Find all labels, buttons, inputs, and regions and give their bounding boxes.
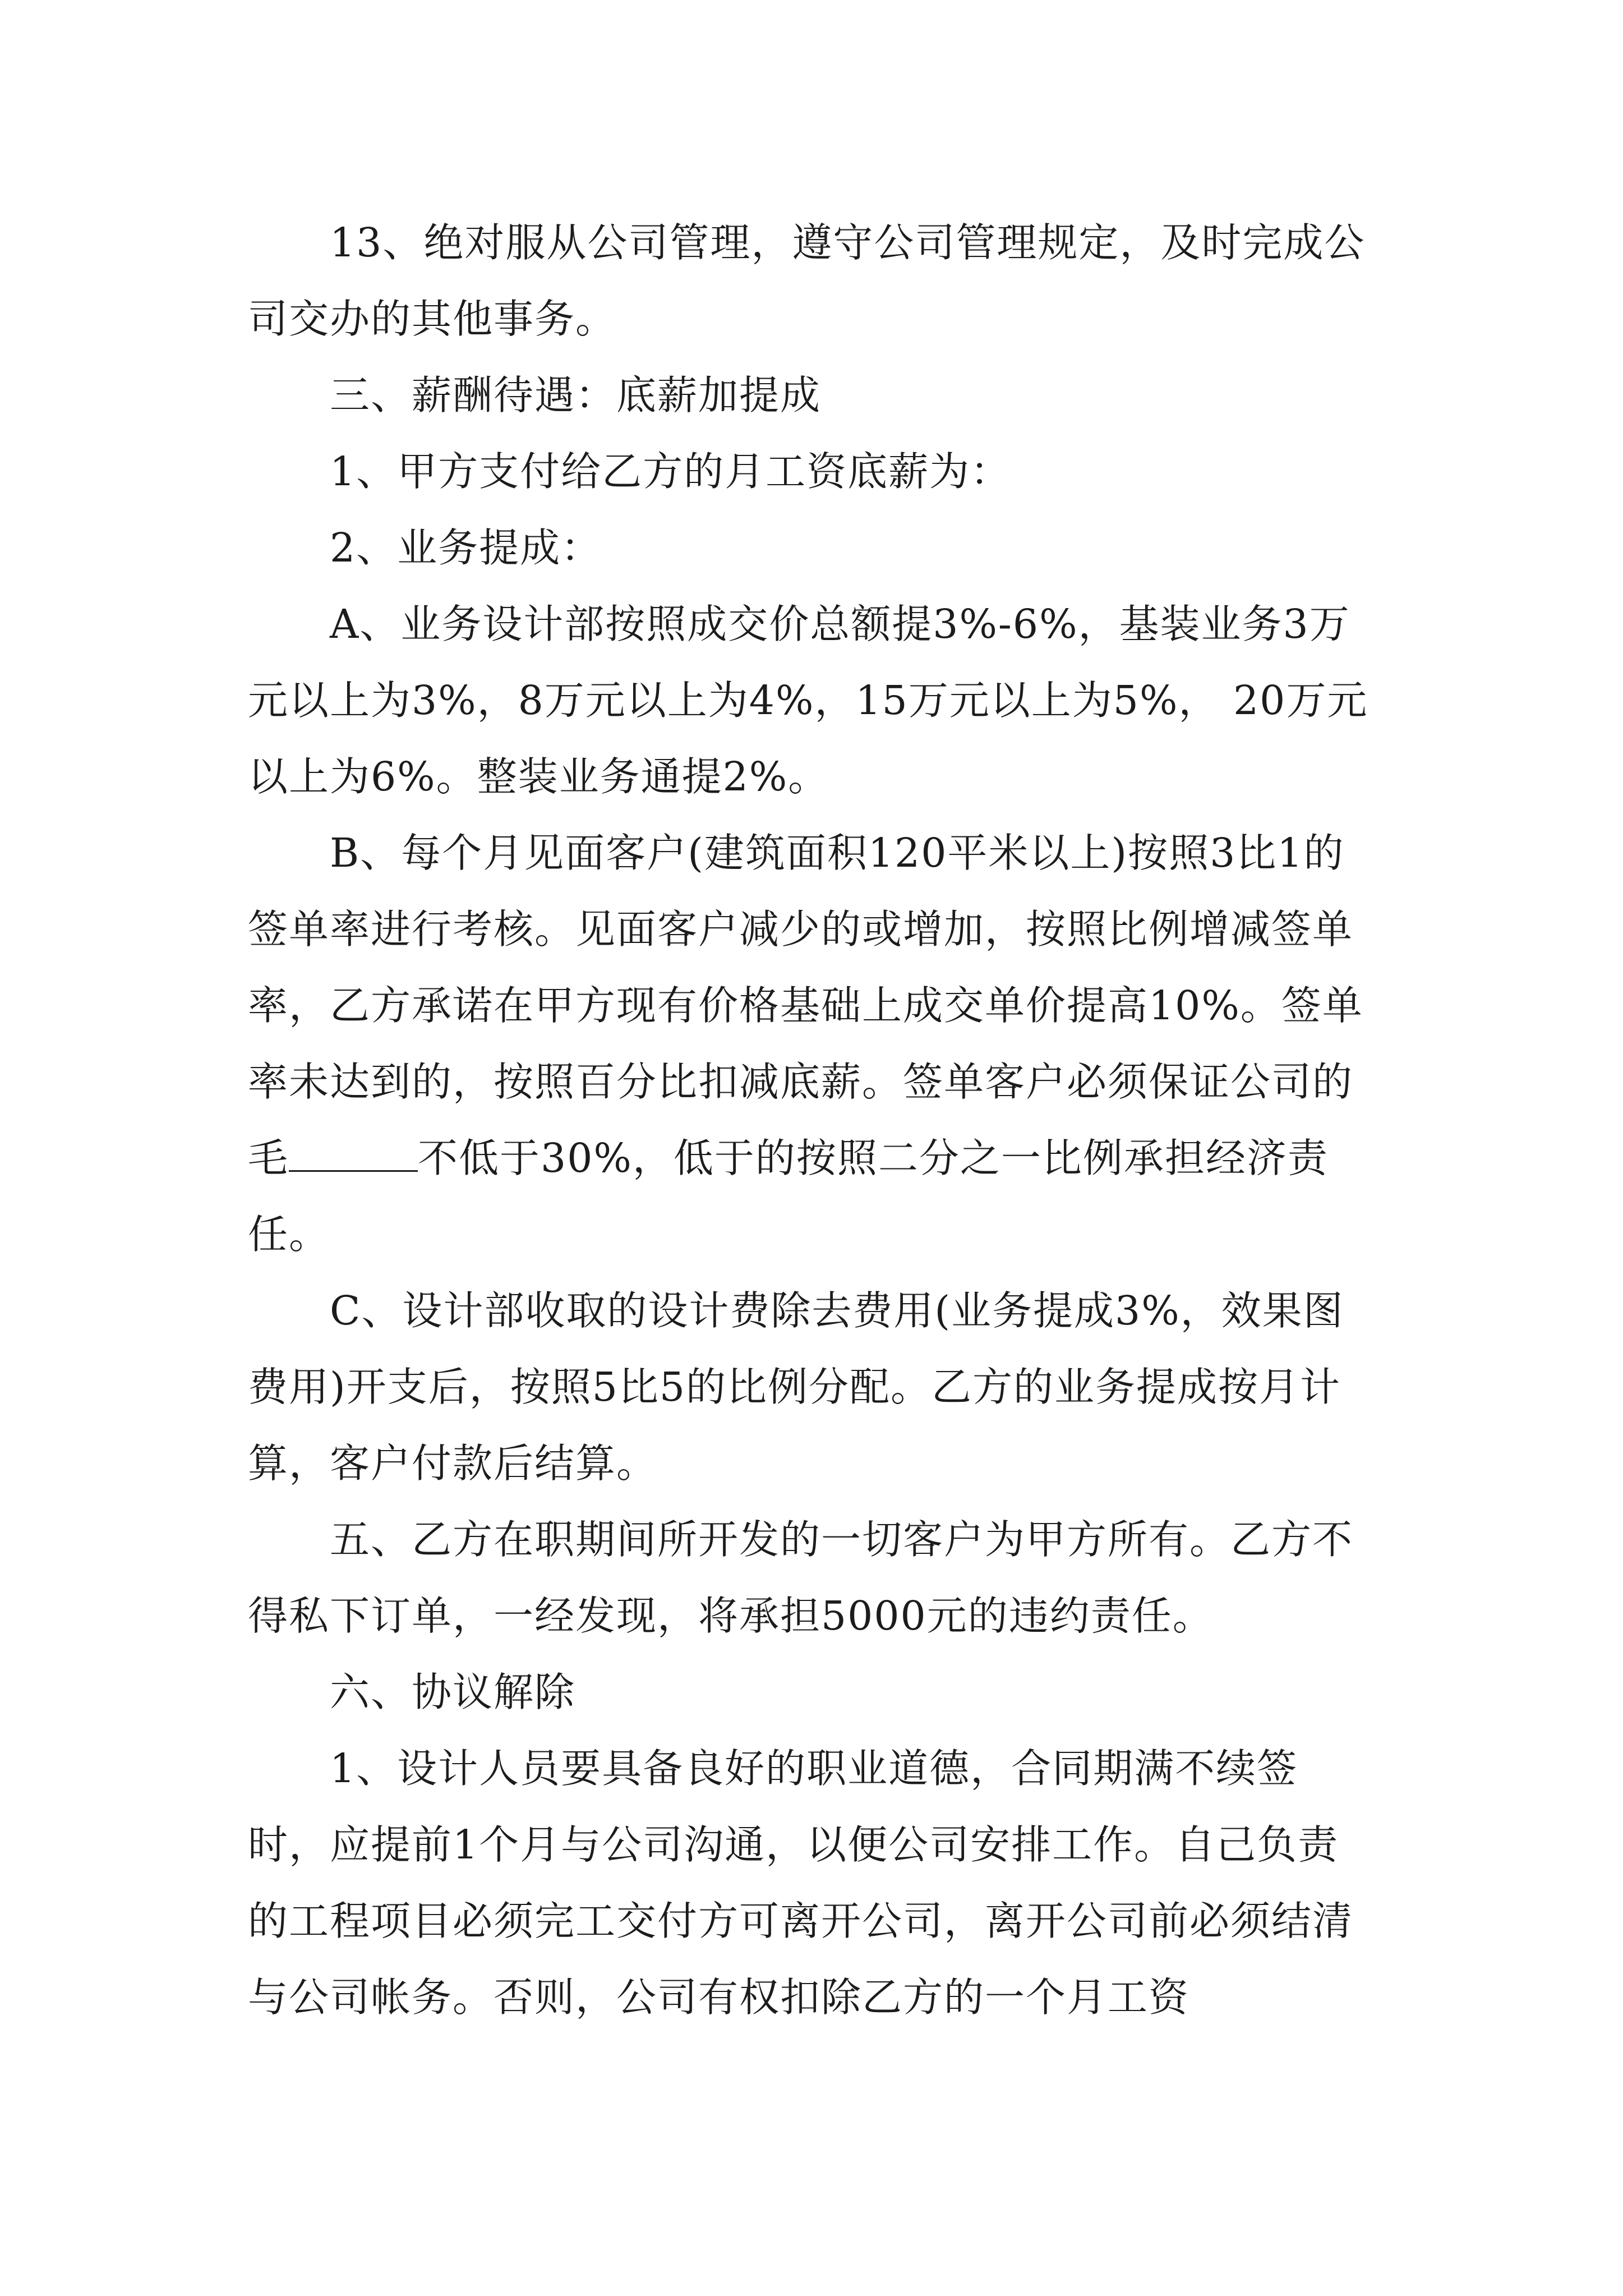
section-heading-salary: 三、薪酬待遇：底薪加提成 xyxy=(330,372,822,418)
paragraph-commission-c: C、设计部收取的设计费除去费用(业务提成3%，效果图费用)开支后，按照5比5的比例分配。乙方的业务提成按月计算，客户付款后结算。 xyxy=(248,1287,1344,1487)
paragraph-commission-b-part1: B、每个月见面客户(建筑面积120平米以上)按照3比1的签单率进行考核。见面客户减少的或增加，按照比例增减签单率，乙方承诺在甲方现有价格基础上成交单价提高10%。签单率未达到的，按照百分比扣减底薪。签单客户必须保证公司的毛 xyxy=(248,830,1363,1181)
paragraph-13-obey-management: 13、绝对服从公司管理，遵守公司管理规定，及时完成公司交办的其他事务。 xyxy=(248,219,1366,342)
document-body xyxy=(248,205,1375,2036)
paragraph-commission-b-part2: 不低于30%，低于的按照二分之一比例承担经济责任。 xyxy=(248,1135,1329,1258)
paragraph-termination-1: 1、设计人员要具备良好的职业道德，合同期满不续签时，应提前1个月与公司沟通，以便公司安排工作。自己负责的工程项目必须完工交付方可离开公司，离开公司前必须结清与公司帐务。否则，公司有权扣除乙方的一个月工资 xyxy=(248,1745,1354,2021)
section-heading-termination: 六、协议解除 xyxy=(330,1669,576,1715)
paragraph-commission-a: A、业务设计部按照成交价总额提3%-6%，基装业务3万元以上为3%，8万元以上为4%，15万元以上为5%， 20万元以上为6%。整装业务通提2%。 xyxy=(248,601,1368,800)
paragraph-business-commission: 2、业务提成： xyxy=(330,524,602,571)
paragraph-commission-b xyxy=(248,815,1375,1273)
fill-in-blank xyxy=(289,1139,418,1172)
paragraph-base-salary: 1、甲方支付给乙方的月工资底薪为： xyxy=(330,448,1012,495)
paragraph-five-client-ownership: 五、乙方在职期间所开发的一切客户为甲方所有。乙方不得私下订单，一经发现，将承担5000元的违约责任。 xyxy=(248,1516,1354,1639)
